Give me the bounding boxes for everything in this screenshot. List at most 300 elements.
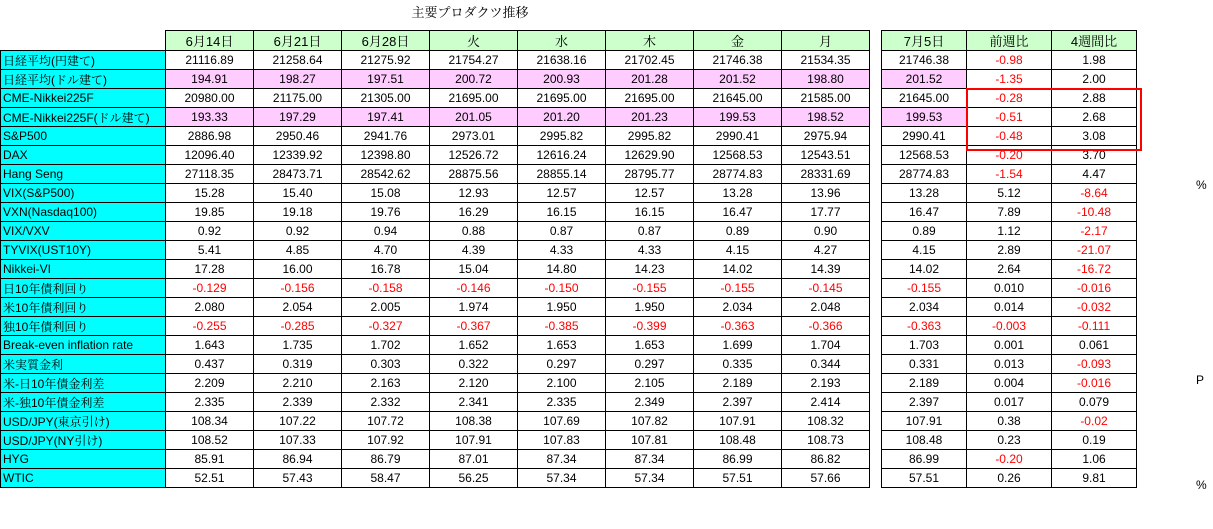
cell: 2.189 [694, 374, 782, 393]
cell: 0.90 [782, 222, 870, 241]
cell: 14.80 [518, 260, 606, 279]
cell: 200.93 [518, 70, 606, 89]
cell: 2995.82 [606, 127, 694, 146]
cell: 2.335 [518, 393, 606, 412]
table-row [1, 393, 1137, 412]
cell: -0.145 [782, 279, 870, 298]
cell-week-over-week: -0.48 [967, 127, 1052, 146]
cell: 107.82 [606, 412, 694, 431]
row-label: 米-日10年債金利差 [1, 374, 166, 393]
cell: 52.51 [166, 469, 254, 488]
header-col-0: 6月14日 [166, 31, 254, 51]
cell: 2886.98 [166, 127, 254, 146]
cell: 0.322 [430, 355, 518, 374]
cell-latest: 4.15 [882, 241, 967, 260]
row-label: Break-even inflation rate [1, 336, 166, 355]
cell: 21305.00 [342, 89, 430, 108]
table-row [1, 279, 1137, 298]
cell-week-over-week: 2.64 [967, 260, 1052, 279]
cell: -0.129 [166, 279, 254, 298]
cell-latest: 2.397 [882, 393, 967, 412]
cell: 19.18 [254, 203, 342, 222]
cell-four-week: 9.81 [1052, 469, 1137, 488]
cell-latest: 57.51 [882, 469, 967, 488]
cell: 16.47 [694, 203, 782, 222]
cell: -0.366 [782, 317, 870, 336]
cell: 2.120 [430, 374, 518, 393]
cell: 21175.00 [254, 89, 342, 108]
cell: 12096.40 [166, 146, 254, 165]
cell-four-week: 1.98 [1052, 51, 1137, 70]
cell-four-week: -0.111 [1052, 317, 1137, 336]
cell: 57.66 [782, 469, 870, 488]
cell: 2973.01 [430, 127, 518, 146]
cell-latest: 21645.00 [882, 89, 967, 108]
cell-latest: 107.91 [882, 412, 967, 431]
cell: 2950.46 [254, 127, 342, 146]
cell-four-week: 0.19 [1052, 431, 1137, 450]
row-label: HYG [1, 450, 166, 469]
table-row [1, 374, 1137, 393]
header-spacer [870, 31, 882, 51]
cell: 21702.45 [606, 51, 694, 70]
header-summary-1: 前週比 [967, 31, 1052, 51]
cell: 2.105 [606, 374, 694, 393]
row-spacer [870, 89, 882, 108]
cell: 2.048 [782, 298, 870, 317]
cell-four-week: -0.02 [1052, 412, 1137, 431]
cell: 2.332 [342, 393, 430, 412]
row-label: VIX/VXV [1, 222, 166, 241]
header-col-2: 6月28日 [342, 31, 430, 51]
cell: 2.163 [342, 374, 430, 393]
cell: 1.643 [166, 336, 254, 355]
table-row [1, 146, 1137, 165]
cell: 21754.27 [430, 51, 518, 70]
cell: 28855.14 [518, 165, 606, 184]
table-row [1, 108, 1137, 127]
row-label: 米10年債利回り [1, 298, 166, 317]
cell: 28875.56 [430, 165, 518, 184]
cell: 12543.51 [782, 146, 870, 165]
cell: 15.40 [254, 184, 342, 203]
cell: 12.57 [606, 184, 694, 203]
cell: 107.22 [254, 412, 342, 431]
cell: 4.33 [518, 241, 606, 260]
row-label: 独10年債利回り [1, 317, 166, 336]
cell-four-week: -21.07 [1052, 241, 1137, 260]
cell-week-over-week: 0.23 [967, 431, 1052, 450]
cell-four-week: 4.47 [1052, 165, 1137, 184]
row-spacer [870, 260, 882, 279]
row-spacer [870, 279, 882, 298]
cell-latest: 201.52 [882, 70, 967, 89]
cell: 28795.77 [606, 165, 694, 184]
cell: 12629.90 [606, 146, 694, 165]
table-row [1, 127, 1137, 146]
table-row [1, 469, 1137, 488]
cell-week-over-week: 5.12 [967, 184, 1052, 203]
cell: 87.34 [518, 450, 606, 469]
cell: 2.193 [782, 374, 870, 393]
row-label: VIX(S&P500) [1, 184, 166, 203]
cell: -0.385 [518, 317, 606, 336]
cell-latest: 199.53 [882, 108, 967, 127]
cell-four-week: -2.17 [1052, 222, 1137, 241]
cell: 12526.72 [430, 146, 518, 165]
row-spacer [870, 393, 882, 412]
cell: 2.100 [518, 374, 606, 393]
cell: 0.303 [342, 355, 430, 374]
cell: 14.23 [606, 260, 694, 279]
cell: 14.39 [782, 260, 870, 279]
cell: 16.15 [606, 203, 694, 222]
cell-latest: 16.47 [882, 203, 967, 222]
row-spacer [870, 222, 882, 241]
cell-four-week: -10.48 [1052, 203, 1137, 222]
cell-latest: -0.363 [882, 317, 967, 336]
table-row [1, 336, 1137, 355]
cell-four-week: -0.032 [1052, 298, 1137, 317]
cell: 16.15 [518, 203, 606, 222]
row-spacer [870, 165, 882, 184]
table-row [1, 298, 1137, 317]
cell: 0.87 [518, 222, 606, 241]
table-row [1, 70, 1137, 89]
cell-four-week: -16.72 [1052, 260, 1137, 279]
cell: 19.85 [166, 203, 254, 222]
cell: -0.285 [254, 317, 342, 336]
cell: 0.89 [694, 222, 782, 241]
unit-note: % [1196, 178, 1207, 192]
unit-note: P [1196, 373, 1205, 387]
cell: 12568.53 [694, 146, 782, 165]
table-row [1, 317, 1137, 336]
cell: -0.367 [430, 317, 518, 336]
row-spacer [870, 431, 882, 450]
cell-latest: 2990.41 [882, 127, 967, 146]
cell: 21695.00 [606, 89, 694, 108]
cell-latest: 108.48 [882, 431, 967, 450]
cell: 57.34 [606, 469, 694, 488]
cell: 1.652 [430, 336, 518, 355]
cell: 57.34 [518, 469, 606, 488]
cell: 201.28 [606, 70, 694, 89]
cell: -0.155 [606, 279, 694, 298]
cell-week-over-week: -1.35 [967, 70, 1052, 89]
row-spacer [870, 374, 882, 393]
row-spacer [870, 203, 882, 222]
cell-latest: 14.02 [882, 260, 967, 279]
row-label: 日経平均(ドル建て) [1, 70, 166, 89]
cell-week-over-week: 0.38 [967, 412, 1052, 431]
cell-latest: 0.89 [882, 222, 967, 241]
cell: 12616.24 [518, 146, 606, 165]
cell: 2.005 [342, 298, 430, 317]
cell: 2975.94 [782, 127, 870, 146]
cell: -0.156 [254, 279, 342, 298]
row-label: 日10年債利回り [1, 279, 166, 298]
cell: 86.82 [782, 450, 870, 469]
cell: 198.80 [782, 70, 870, 89]
cell: 1.950 [518, 298, 606, 317]
cell: 2.414 [782, 393, 870, 412]
cell-four-week: 1.06 [1052, 450, 1137, 469]
cell: 4.85 [254, 241, 342, 260]
cell: 21275.92 [342, 51, 430, 70]
cell: 87.34 [606, 450, 694, 469]
cell: 0.437 [166, 355, 254, 374]
cell: 197.41 [342, 108, 430, 127]
cell: 2.209 [166, 374, 254, 393]
cell: -0.327 [342, 317, 430, 336]
cell-week-over-week: -0.51 [967, 108, 1052, 127]
cell-four-week: 3.70 [1052, 146, 1137, 165]
row-spacer [870, 127, 882, 146]
cell: 56.25 [430, 469, 518, 488]
cell: 107.91 [430, 431, 518, 450]
cell: 108.32 [782, 412, 870, 431]
row-label: Hang Seng [1, 165, 166, 184]
row-label: USD/JPY(東京引け) [1, 412, 166, 431]
cell: 5.41 [166, 241, 254, 260]
cell: 21695.00 [518, 89, 606, 108]
cell-latest: 21746.38 [882, 51, 967, 70]
row-spacer [870, 355, 882, 374]
cell: 21585.00 [782, 89, 870, 108]
cell: 28542.62 [342, 165, 430, 184]
cell: 27118.35 [166, 165, 254, 184]
row-label: WTIC [1, 469, 166, 488]
row-spacer [870, 317, 882, 336]
cell: 17.28 [166, 260, 254, 279]
cell: 2.397 [694, 393, 782, 412]
table-row [1, 450, 1137, 469]
cell: 85.91 [166, 450, 254, 469]
cell: 0.319 [254, 355, 342, 374]
cell: 107.33 [254, 431, 342, 450]
cell: 0.335 [694, 355, 782, 374]
cell: 16.29 [430, 203, 518, 222]
header-col-5: 木 [606, 31, 694, 51]
cell-week-over-week: -0.98 [967, 51, 1052, 70]
cell-four-week: 0.061 [1052, 336, 1137, 355]
row-spacer [870, 412, 882, 431]
header-summary-2: 4週間比 [1052, 31, 1137, 51]
header-corner-blank [1, 31, 166, 51]
cell-week-over-week: 2.89 [967, 241, 1052, 260]
cell: -0.363 [694, 317, 782, 336]
cell: 4.39 [430, 241, 518, 260]
cell-four-week: 0.079 [1052, 393, 1137, 412]
cell: 198.52 [782, 108, 870, 127]
cell-week-over-week: 0.013 [967, 355, 1052, 374]
cell: 0.94 [342, 222, 430, 241]
cell: -0.155 [694, 279, 782, 298]
cell: 108.38 [430, 412, 518, 431]
cell-latest: 28774.83 [882, 165, 967, 184]
row-spacer [870, 184, 882, 203]
cell: 21534.35 [782, 51, 870, 70]
cell: 28774.83 [694, 165, 782, 184]
row-label: VXN(Nasdaq100) [1, 203, 166, 222]
cell: -0.255 [166, 317, 254, 336]
products-table [0, 30, 1137, 488]
cell: 1.653 [518, 336, 606, 355]
cell-four-week: -0.016 [1052, 374, 1137, 393]
cell-week-over-week: 1.12 [967, 222, 1052, 241]
cell-latest: 13.28 [882, 184, 967, 203]
cell: 16.78 [342, 260, 430, 279]
cell-week-over-week: -0.28 [967, 89, 1052, 108]
row-label: TYVIX(UST10Y) [1, 241, 166, 260]
row-label: CME-Nikkei225F [1, 89, 166, 108]
cell: 0.92 [254, 222, 342, 241]
cell: 107.69 [518, 412, 606, 431]
cell: 0.297 [606, 355, 694, 374]
header-col-4: 水 [518, 31, 606, 51]
cell: 201.52 [694, 70, 782, 89]
cell: 12339.92 [254, 146, 342, 165]
cell: 21638.16 [518, 51, 606, 70]
cell: 1.653 [606, 336, 694, 355]
cell: 2.054 [254, 298, 342, 317]
cell: 4.15 [694, 241, 782, 260]
cell: 0.87 [606, 222, 694, 241]
cell: 201.23 [606, 108, 694, 127]
row-spacer [870, 450, 882, 469]
cell: 1.704 [782, 336, 870, 355]
cell: 4.33 [606, 241, 694, 260]
cell: 0.88 [430, 222, 518, 241]
page-title: 主要プロダクツ推移 [411, 5, 529, 20]
row-label: DAX [1, 146, 166, 165]
row-spacer [870, 298, 882, 317]
cell: 197.51 [342, 70, 430, 89]
cell: 17.77 [782, 203, 870, 222]
header-summary-0: 7月5日 [882, 31, 967, 51]
cell-four-week: 3.08 [1052, 127, 1137, 146]
cell: 1.950 [606, 298, 694, 317]
cell-four-week: 2.88 [1052, 89, 1137, 108]
row-label: USD/JPY(NY引け) [1, 431, 166, 450]
header-col-1: 6月21日 [254, 31, 342, 51]
row-spacer [870, 336, 882, 355]
cell: 193.33 [166, 108, 254, 127]
cell: 199.53 [694, 108, 782, 127]
cell: 200.72 [430, 70, 518, 89]
cell-latest: 86.99 [882, 450, 967, 469]
table-row [1, 222, 1137, 241]
table-body [1, 51, 1137, 488]
unit-note: % [1196, 478, 1207, 492]
table-header-row [1, 31, 1137, 51]
cell-latest: 1.703 [882, 336, 967, 355]
cell-four-week: -0.093 [1052, 355, 1137, 374]
cell: 2.339 [254, 393, 342, 412]
cell-week-over-week: -0.003 [967, 317, 1052, 336]
cell-latest: 2.034 [882, 298, 967, 317]
header-col-6: 金 [694, 31, 782, 51]
cell-four-week: 2.00 [1052, 70, 1137, 89]
table-row [1, 184, 1137, 203]
cell: 0.297 [518, 355, 606, 374]
cell: 107.81 [606, 431, 694, 450]
cell: 107.92 [342, 431, 430, 450]
cell-week-over-week: 0.001 [967, 336, 1052, 355]
row-spacer [870, 51, 882, 70]
cell: 2990.41 [694, 127, 782, 146]
cell: 12398.80 [342, 146, 430, 165]
cell: 2995.82 [518, 127, 606, 146]
cell: 15.28 [166, 184, 254, 203]
cell: 86.94 [254, 450, 342, 469]
cell-four-week: 2.68 [1052, 108, 1137, 127]
cell: 16.00 [254, 260, 342, 279]
cell: 14.02 [694, 260, 782, 279]
cell: 87.01 [430, 450, 518, 469]
row-spacer [870, 108, 882, 127]
cell: 1.735 [254, 336, 342, 355]
cell: 198.27 [254, 70, 342, 89]
cell: 1.699 [694, 336, 782, 355]
table-row [1, 355, 1137, 374]
table-row [1, 203, 1137, 222]
cell-week-over-week: -1.54 [967, 165, 1052, 184]
cell: 1.974 [430, 298, 518, 317]
cell: 19.76 [342, 203, 430, 222]
cell: 2.335 [166, 393, 254, 412]
cell: 13.28 [694, 184, 782, 203]
cell: 21746.38 [694, 51, 782, 70]
cell: 107.91 [694, 412, 782, 431]
cell: 12.93 [430, 184, 518, 203]
cell: 2.080 [166, 298, 254, 317]
row-spacer [870, 146, 882, 165]
cell: 0.344 [782, 355, 870, 374]
cell: 2941.76 [342, 127, 430, 146]
table-row [1, 89, 1137, 108]
table-row [1, 431, 1137, 450]
cell: 2.210 [254, 374, 342, 393]
table-row [1, 51, 1137, 70]
cell-latest: 12568.53 [882, 146, 967, 165]
row-spacer [870, 70, 882, 89]
cell: 13.96 [782, 184, 870, 203]
cell: 21116.89 [166, 51, 254, 70]
cell: 201.20 [518, 108, 606, 127]
cell: 15.08 [342, 184, 430, 203]
cell-week-over-week: 0.014 [967, 298, 1052, 317]
cell-week-over-week: -0.20 [967, 146, 1052, 165]
cell: 57.43 [254, 469, 342, 488]
cell-week-over-week: 0.26 [967, 469, 1052, 488]
cell: -0.150 [518, 279, 606, 298]
row-label: Nikkei-VI [1, 260, 166, 279]
row-label: S&P500 [1, 127, 166, 146]
cell: 28473.71 [254, 165, 342, 184]
cell: 2.349 [606, 393, 694, 412]
cell: 108.73 [782, 431, 870, 450]
cell: 1.702 [342, 336, 430, 355]
cell-latest: -0.155 [882, 279, 967, 298]
header-col-7: 月 [782, 31, 870, 51]
cell-latest: 2.189 [882, 374, 967, 393]
table-row [1, 412, 1137, 431]
cell-four-week: -0.016 [1052, 279, 1137, 298]
cell: 57.51 [694, 469, 782, 488]
cell: 201.05 [430, 108, 518, 127]
